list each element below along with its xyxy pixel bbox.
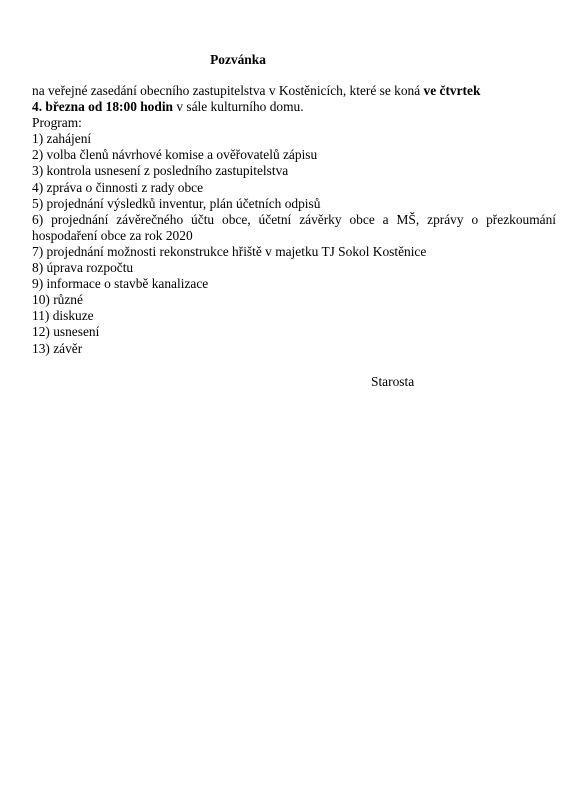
program-item-8: 8) úprava rozpočtu [32,260,134,276]
program-item-4: 4) zpráva o činnosti z rady obce [32,179,204,195]
program-item-6: 6) projednání závěrečného účtu obce, účetní závěrky obce a MŠ, zprávy o přezkoumání hospodaření obce za rok 2020 [32,211,556,243]
intro-date-time: 4. března od 18:00 hodin [32,99,173,115]
program-item-3: 3) kontrola usnesení z posledního zastupitelstva [32,163,289,179]
program-item-2: 2) volba členů návrhové komise a ověřovatelů zápisu [32,147,318,163]
intro-day: ve čtvrtek [423,83,481,98]
program-label: Program: [32,115,82,131]
program-item-1: 1) zahájení [32,131,92,147]
intro-text-2: v sále kulturního domu. [173,99,304,115]
program-item-13: 13) závěr [32,340,83,356]
document-body [32,83,556,357]
signature: Starosta [371,374,415,389]
program-item-11: 11) diskuze [32,308,94,324]
program-item-9: 9) informace o stavbě kanalizace [32,276,209,292]
program-item-7: 7) projednání možnosti rekonstrukce hřiště v majetku TJ Sokol Kostěnice [32,243,427,259]
intro-text-1: na veřejné zasedání obecního zastupitelstva v Kostěnicích, které se koná [32,83,424,98]
program-item-5: 5) projednání výsledků inventur, plán účetních odpisů [32,195,321,211]
program-item-12: 12) usnesení [32,324,100,340]
document-title: Pozvánka [210,52,266,67]
program-item-10: 10) různé [32,292,83,308]
invitation-intro [32,83,556,115]
